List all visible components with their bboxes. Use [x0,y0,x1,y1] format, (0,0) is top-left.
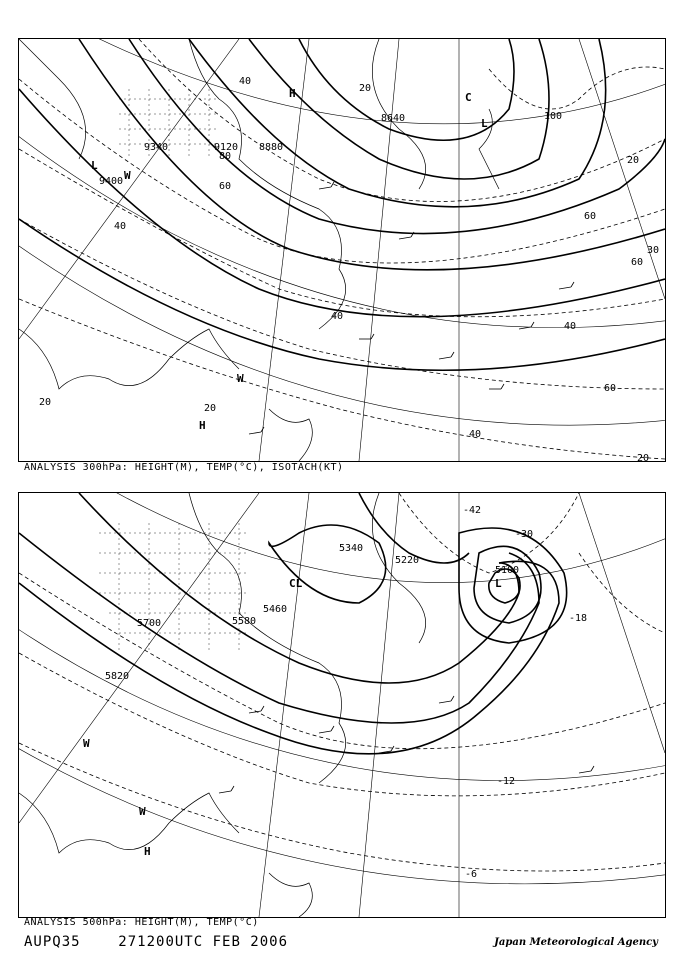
agency-credit: Japan Meteorological Agency [494,937,658,948]
height-label: 5100 [495,565,520,576]
system-label: L [91,159,98,172]
height-label: 8640 [381,113,406,124]
temp-label: -42 [463,505,482,516]
isotach-label: 80 [219,151,232,162]
caption-500hpa: ANALYSIS 500hPa: HEIGHT(M), TEMP(°C) [24,917,259,928]
temp-label: -6 [465,869,478,880]
height-labels [105,543,519,682]
system-label: W [237,372,244,385]
isotach-label: 20 [204,403,217,414]
height-label: 9340 [144,142,169,153]
temp-label: -30 [515,529,534,540]
isotach-label: 20 [359,83,372,94]
system-label: CL [289,577,303,590]
system-label: H [199,419,206,432]
system-label: W [83,737,90,750]
chart-code: AUPQ35 [24,934,81,950]
map-300hpa-svg [19,39,665,461]
analysis-300hpa-map [18,38,666,462]
analysis-500hpa-map [18,492,666,918]
valid-time: 271200UTC FEB 2006 [118,934,289,950]
isotach-label: 30 [647,245,660,256]
caption-300hpa: ANALYSIS 300hPa: HEIGHT(M), TEMP(°C), ISOTACH(KT) [24,462,344,473]
isotach-labels [39,76,659,461]
isotach-label: 60 [604,383,617,394]
isotach-label: 40 [114,221,127,232]
isotach-label: 40 [564,321,577,332]
isotach-label: 40 [239,76,252,87]
height-label: 9400 [99,176,124,187]
isotach-label: 20 [39,397,52,408]
hatched-area [119,89,219,159]
height-labels [99,113,405,187]
height-label: 5700 [137,618,162,629]
chart-identifier [24,934,288,950]
isotach-label: 40 [331,311,344,322]
system-label: L [481,117,488,130]
height-label: 5820 [105,671,130,682]
height-label: 5340 [339,543,364,554]
height-label: 5220 [395,555,420,566]
system-label: H [144,845,151,858]
coastlines [19,493,426,917]
isotach-label: 60 [631,257,644,268]
isotach-label: 60 [219,181,232,192]
height-label: 9120 [214,142,239,153]
temp-label: -12 [497,776,516,787]
system-label: H [289,87,296,100]
system-label: W [124,169,131,182]
graticule [19,493,665,917]
isotherms [19,39,665,459]
height-label: 5460 [263,604,288,615]
temp-label: -18 [569,613,588,624]
height-label: 8880 [259,142,284,153]
map-500hpa-svg [19,493,665,917]
system-label: L [495,577,502,590]
system-label: C [465,91,472,104]
height-contours [19,493,567,754]
isotach-label: 40 [469,429,482,440]
isotach-label: 100 [544,111,563,122]
isotach-label: 20 [627,155,640,166]
isotach-label: 20 [637,453,650,461]
system-label: W [139,805,146,818]
height-label: 5580 [232,616,257,627]
coastlines [19,39,499,461]
isotach-label: 60 [584,211,597,222]
graticule [19,39,665,461]
